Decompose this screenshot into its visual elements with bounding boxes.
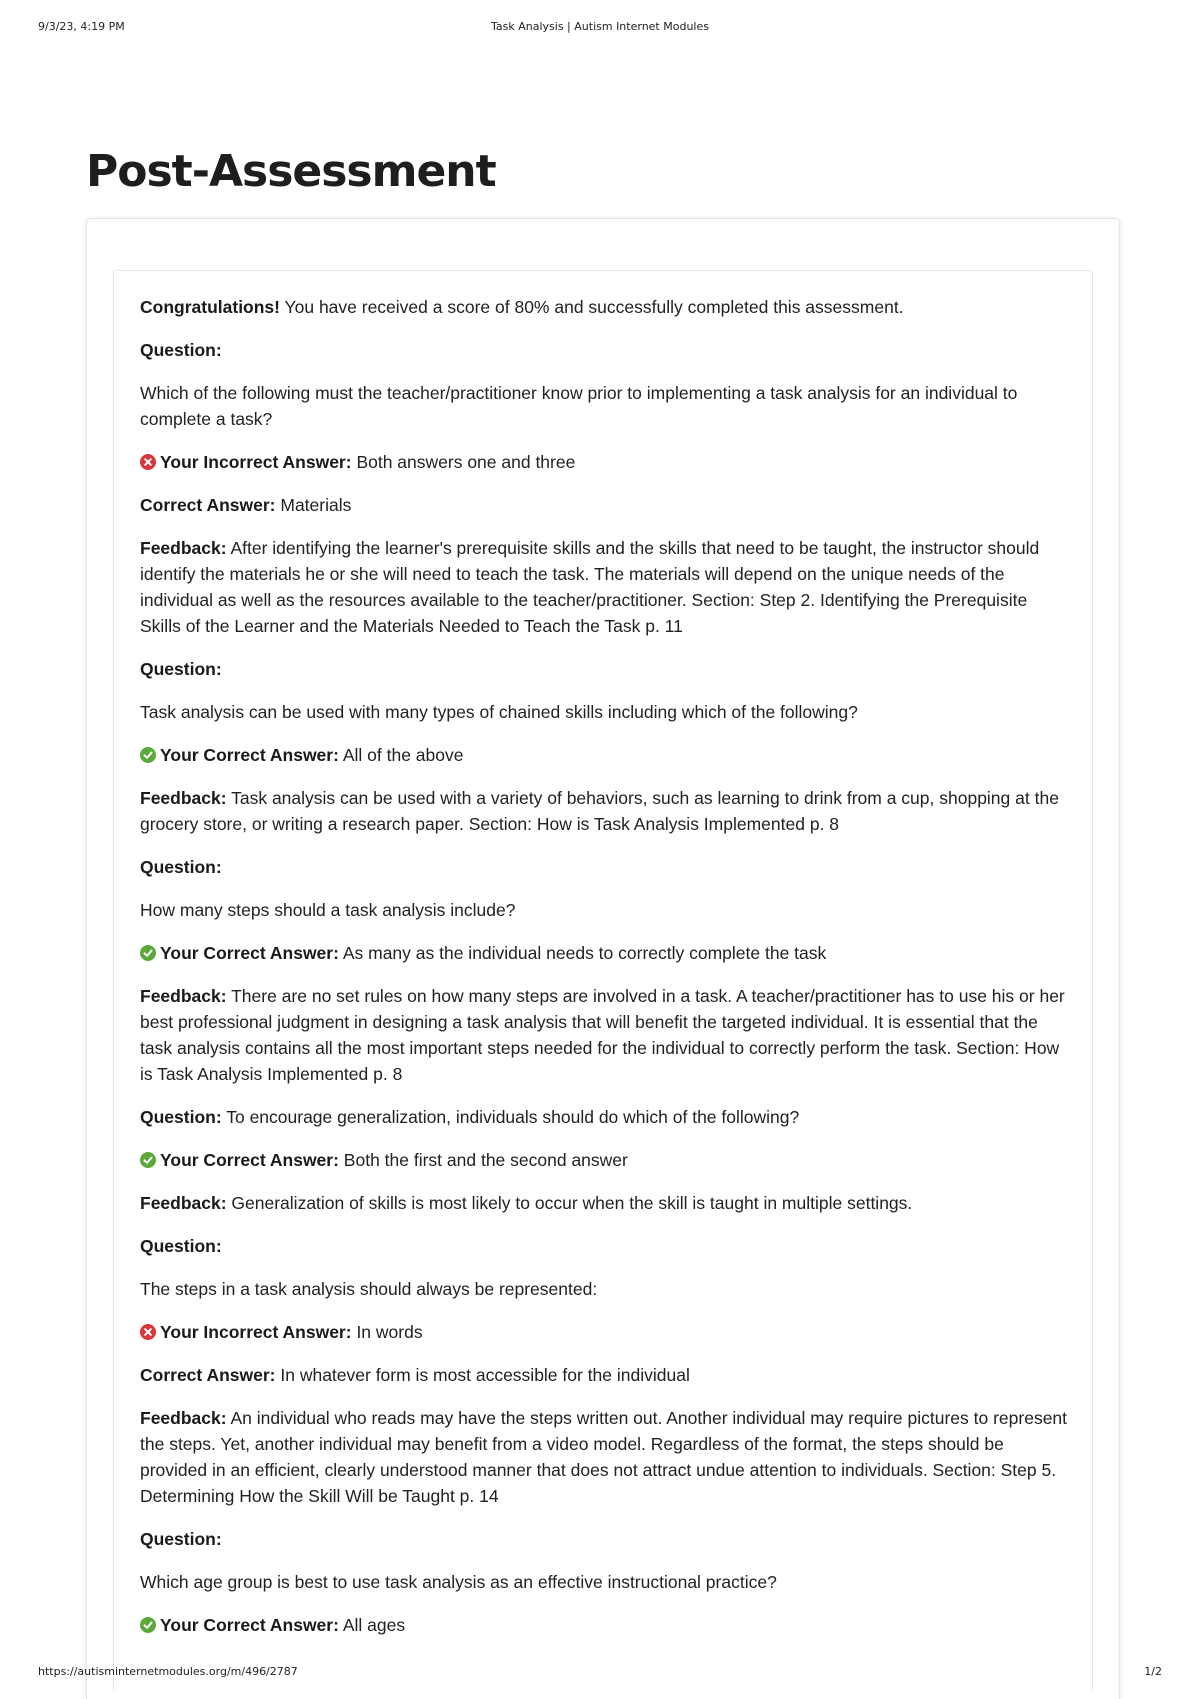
print-footer	[38, 1665, 1162, 1681]
score-text: You have received a score of 80% and successfully completed this assessment.	[280, 297, 904, 317]
question-label: Question:	[140, 1529, 222, 1549]
feedback: Feedback: After identifying the learner's prerequisite skills and the skills that need to be taught, the instructor should identify the materials he or she will need to teach the task. The materials will depend on the unique needs of the individual as well as the resources available to the teacher/practitioner. Section: Step 2. Identifying the Prerequisite Skills of the Learner and the Materials Needed to Teach the Task p. 11	[140, 538, 1040, 636]
your-answer: Your Correct Answer: As many as the individual needs to correctly complete the task	[140, 940, 1070, 966]
your-answer: Your Correct Answer: All of the above	[140, 742, 1070, 768]
correct-answer: Correct Answer: Materials	[140, 495, 352, 515]
your-answer: Your Incorrect Answer: In words	[140, 1319, 1070, 1345]
question-text: Which age group is best to use task analysis as an effective instructional practice?	[140, 1572, 777, 1592]
print-page-title: Task Analysis | Autism Internet Modules	[491, 20, 709, 33]
question-text: Which of the following must the teacher/practitioner know prior to implementing a task analysis for an individual to complete a task?	[140, 383, 1018, 429]
print-header	[38, 20, 1162, 36]
correct-answer: Correct Answer: In whatever form is most accessible for the individual	[140, 1365, 690, 1385]
print-page-number: 1/2	[1144, 1665, 1162, 1678]
incorrect-icon	[140, 1324, 156, 1340]
feedback: Feedback: Generalization of skills is most likely to occur when the skill is taught in multiple settings.	[140, 1193, 913, 1213]
check-icon	[140, 747, 156, 763]
question-text: The steps in a task analysis should always be represented:	[140, 1279, 598, 1299]
your-answer: Your Correct Answer: Both the first and the second answer	[140, 1147, 1070, 1173]
check-icon	[140, 945, 156, 961]
your-answer: Your Incorrect Answer: Both answers one and three	[140, 449, 1070, 475]
question-inline: Question: To encourage generalization, individuals should do which of the following?	[140, 1107, 800, 1127]
congratulations-label: Congratulations!	[140, 297, 280, 317]
question-label: Question:	[140, 659, 222, 679]
print-url: https://autisminternetmodules.org/m/496/2787	[38, 1665, 298, 1678]
page-title: Post-Assessment	[86, 146, 496, 197]
score-message	[140, 294, 1070, 320]
question-label: Question:	[140, 1236, 222, 1256]
feedback: Feedback: An individual who reads may have the steps written out. Another individual may require pictures to represent the steps. Yet, another individual may benefit from a video model. Regardless of the format, the steps should be provided in an efficient, clearly understood manner that does not attract undue attention to individuals. Section: Step 5. Determining How the Skill Will be Taught p. 14	[140, 1408, 1068, 1506]
feedback: Feedback: There are no set rules on how many steps are involved in a task. A teacher/practitioner has to use his or her best professional judgment in designing a task analysis that will benefit the targeted individual. It is essential that the task analysis contains all the most important steps needed for the individual to correctly perform the task. Section: How is Task Analysis Implemented p. 8	[140, 986, 1065, 1084]
check-icon	[140, 1152, 156, 1168]
check-icon	[140, 1617, 156, 1633]
feedback: Feedback: Task analysis can be used with a variety of behaviors, such as learning to drink from a cup, shopping at the grocery store, or writing a research paper. Section: How is Task Analysis Implemented p. 8	[140, 788, 1059, 834]
question-text: How many steps should a task analysis include?	[140, 900, 516, 920]
question-label: Question:	[140, 340, 222, 360]
results-content	[140, 294, 1070, 1655]
your-answer: Your Correct Answer: All ages	[140, 1612, 1070, 1638]
question-text: Task analysis can be used with many types of chained skills including which of the following?	[140, 702, 858, 722]
question-label: Question:	[140, 857, 222, 877]
incorrect-icon	[140, 454, 156, 470]
print-datetime: 9/3/23, 4:19 PM	[38, 20, 125, 33]
